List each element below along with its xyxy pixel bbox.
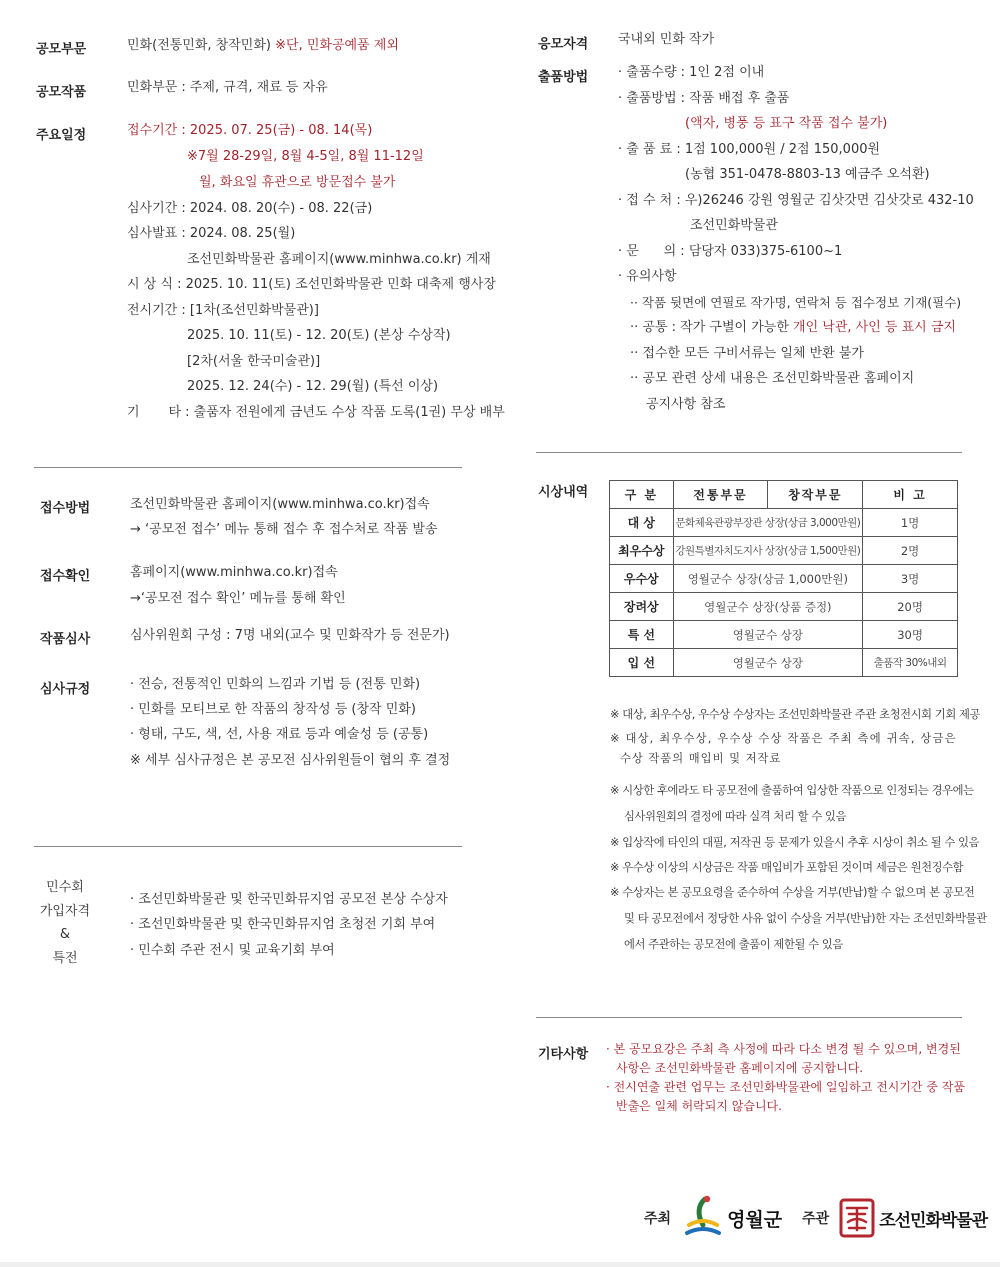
- award-note-text: 및 타 공모전에서 정당한 사유 없이 수상을 거부(반납)한 자는 조선민화박물관: [624, 912, 987, 925]
- organizer-name: 조선민화박물관: [879, 1210, 988, 1231]
- label-misc: 기타사항: [538, 1047, 589, 1062]
- awards-row: [610, 649, 958, 677]
- misc-notes: [606, 1040, 965, 1116]
- award-rank: 최우수상: [610, 537, 674, 565]
- rules-line: ※ 세부 심사규정은 본 공모전 심사위원들이 협의 후 결정: [130, 753, 451, 768]
- membership-label-line: 가입자격: [39, 903, 91, 919]
- awards-header: 전통부문: [673, 481, 768, 509]
- award-note-text: 수상 작품의 매입비 및 저작료: [620, 752, 782, 765]
- submission-line: ·· 접수한 모든 구비서류는 일체 반환 불가: [630, 346, 864, 361]
- label-submission: 출품방법: [538, 70, 589, 85]
- award-note: 20명: [863, 593, 958, 621]
- schedule-line: ※7월 28-29일, 8월 4-5일, 8월 11-12일: [187, 149, 424, 164]
- award-prize: 영월군수 상장(상품 증정): [673, 593, 863, 621]
- submission-line: 조선민화박물관: [690, 218, 778, 233]
- award-note-text: ※ 입상작에 타인의 대필, 저작권 등 문제가 있을시 추후 시상이 취소 될 수 있음: [610, 836, 980, 849]
- label-confirm: 접수확인: [40, 569, 91, 584]
- submission-line-warning: 개인 낙관, 사인 등 표시 금지: [793, 320, 956, 335]
- misc-line: · 본 공모요강은 주최 측 사정에 따라 다소 변경 될 수 있으며, 변경된: [606, 1042, 961, 1056]
- submission-line: · 출품방법 : 작품 배접 후 출품: [618, 91, 790, 106]
- submission-line: ·· 공모 관련 상세 내용은 조선민화박물관 홈페이지: [630, 371, 915, 386]
- awards-row: [610, 593, 958, 621]
- divider: [536, 1017, 962, 1018]
- award-note: 3명: [863, 565, 958, 593]
- method-line: → ‘공모전 접수’ 메뉴 통해 접수 후 접수처로 작품 발송: [130, 522, 438, 537]
- divider: [34, 467, 462, 468]
- label-section: 공모부문: [36, 42, 87, 57]
- membership-label-line: 민수회: [46, 880, 84, 895]
- award-note: 출품작 30%내외: [863, 649, 958, 677]
- work-value: 민화부문 : 주제, 규격, 재료 등 자유: [127, 80, 328, 95]
- award-rank: 장려상: [610, 593, 674, 621]
- award-rank: 입 선: [610, 649, 674, 677]
- submission-line: (농협 351-0478-8803-13 예금주 오석환): [685, 167, 930, 182]
- award-note: 2명: [863, 537, 958, 565]
- review-value: 심사위원회 구성 : 7명 내외(교수 및 민화작가 등 전문가): [130, 628, 450, 643]
- rules-line: · 형태, 구도, 색, 선, 사용 재료 등과 예술성 등 (공통): [130, 727, 429, 742]
- label-method: 접수방법: [40, 501, 91, 516]
- submission-line: ·· 작품 뒷면에 연필로 작가명, 연락처 등 접수정보 기재(필수): [630, 295, 962, 310]
- award-prize: 영월군수 상장: [673, 621, 863, 649]
- eligibility-value: 국내외 민화 작가: [618, 32, 715, 47]
- submission-line: [630, 315, 956, 341]
- schedule-line: 기 타 : 출품자 전원에게 금년도 수상 작품 도록(1권) 무상 배부: [127, 405, 505, 420]
- label-awards: 시상내역: [538, 485, 589, 500]
- schedule-line: 접수기간 : 2025. 07. 25(금) - 08. 14(목): [127, 123, 373, 138]
- award-rank: 특 선: [610, 621, 674, 649]
- award-rank: 대 상: [610, 509, 674, 537]
- schedule-line: 전시기간 : [1차(조선민화박물관)]: [127, 303, 319, 318]
- membership-label-line: &: [59, 927, 71, 942]
- label-rules: 심사규정: [40, 682, 91, 697]
- schedule-line: 2025. 12. 24(수) - 12. 29(월) (특선 이상): [187, 379, 439, 394]
- awards-table: [609, 480, 958, 677]
- label-review: 작품심사: [40, 632, 91, 647]
- submission-line: · 문 의 : 담당자 033)375-6100~1: [618, 244, 843, 259]
- award-note-text: ※ 대상, 최우수상, 우수상 수상 작품은 주최 측에 귀속, 상금은: [610, 732, 957, 745]
- awards-header: 구 분: [610, 481, 674, 509]
- section-text: 민화(전통민화, 창작민화): [127, 38, 276, 53]
- awards-row: [610, 537, 958, 565]
- schedule-line: 2025. 10. 11(토) - 12. 20(토) (본상 수상작): [187, 328, 451, 343]
- award-note-text: ※ 우수상 이상의 시상금은 작품 매입비가 포함된 것이며 세금은 원천징수함: [610, 861, 964, 874]
- membership-benefit: · 조선민화박물관 및 한국민화뮤지엄 공모전 본상 수상자: [130, 892, 448, 907]
- section-value: [127, 33, 399, 59]
- label-schedule: 주요일정: [36, 128, 87, 143]
- misc-line: · 전시연출 관련 업무는 조선민화박물관에 일임하고 전시기간 중 작품: [606, 1080, 965, 1094]
- award-rank: 우수상: [610, 565, 674, 593]
- award-prize: 영월군수 상장(상금 1,000만원): [673, 565, 863, 593]
- submission-line-text: ·· 공통 : 작가 구별이 가능한: [630, 320, 794, 335]
- award-note-text: ※ 수상자는 본 공모요령을 준수하여 수상을 거부(반납)할 수 없으며 본 공모전: [610, 886, 975, 899]
- submission-line: (액자, 병풍 등 표구 작품 접수 불가): [685, 116, 888, 131]
- label-eligibility: 응모자격: [538, 37, 589, 52]
- schedule-line: 조선민화박물관 홈페이지(www.minhwa.co.kr) 게재: [187, 252, 491, 267]
- award-prize: 영월군수 상장: [673, 649, 863, 677]
- submission-line: 공지사항 참조: [646, 397, 726, 412]
- award-note-text: 에서 주관하는 공모전에 출품이 제한될 수 있음: [624, 938, 843, 951]
- divider: [536, 452, 962, 453]
- schedule-line: 심사발표 : 2024. 08. 25(월): [127, 226, 296, 241]
- awards-row: [610, 509, 958, 537]
- schedule-line: [2차(서울 한국미술관)]: [187, 354, 321, 369]
- awards-header: 비 고: [863, 481, 958, 509]
- submission-line: · 접 수 처 : 우)26246 강원 영월군 김삿갓면 김삿갓로 432-10: [618, 193, 974, 208]
- awards-header: 창작부문: [768, 481, 863, 509]
- divider: [34, 846, 462, 847]
- misc-line: 반출은 일체 허락되지 않습니다.: [616, 1099, 782, 1113]
- award-note-text: ※ 시상한 후에라도 타 공모전에 출품하여 입상한 작품으로 인정되는 경우에는: [610, 784, 974, 797]
- misc-line: 사항은 조선민화박물관 홈페이지에 공지합니다.: [616, 1061, 864, 1075]
- rules-line: · 민화를 모티브로 한 작품의 창작성 등 (창작 민화): [130, 702, 416, 717]
- method-line: 조선민화박물관 홈페이지(www.minhwa.co.kr)접속: [130, 497, 430, 512]
- award-prize: 강원특별자치도지사 상장(상금 1,500만원): [673, 537, 863, 565]
- rules-line: · 전승, 전통적인 민화의 느낌과 기법 등 (전통 민화): [130, 677, 421, 692]
- section-exclusion-note: ※단, 민화공예품 제외: [275, 38, 399, 53]
- membership-benefit: · 민수회 주관 전시 및 교육기회 부여: [130, 943, 335, 958]
- submission-line: · 출품수량 : 1인 2점 이내: [618, 65, 765, 80]
- host-block: [644, 1188, 987, 1248]
- award-prize: 문화체육관광부장관 상장(상금 3,000만원): [673, 509, 863, 537]
- label-work: 공모작품: [36, 85, 87, 100]
- award-note-text: ※ 대상, 최우수상, 우수상 수상자는 조선민화박물관 주관 초청전시회 기회 제공: [610, 708, 981, 721]
- schedule-line: 월, 화요일 휴관으로 방문접수 불가: [199, 175, 396, 190]
- confirm-line: 홈페이지(www.minhwa.co.kr)접속: [130, 565, 338, 580]
- museum-seal-icon: [839, 1198, 875, 1238]
- schedule-line: 시 상 식 : 2025. 10. 11(토) 조선민화박물관 민화 대축제 행사장: [127, 277, 496, 292]
- awards-row: [610, 621, 958, 649]
- yeongwol-emblem-icon: [683, 1195, 723, 1241]
- award-note-text: 심사위원회의 결정에 따라 실격 처리 할 수 있음: [624, 810, 847, 823]
- awards-row: [610, 565, 958, 593]
- membership-label: [30, 876, 100, 970]
- awards-header-row: [610, 481, 958, 509]
- organizer-label: 주관: [802, 1211, 830, 1227]
- membership-label-line: 특전: [52, 950, 78, 966]
- confirm-line: →‘공모전 접수 확인’ 메뉴를 통해 확인: [130, 591, 346, 606]
- submission-line: · 출 품 료 : 1점 100,000원 / 2점 150,000원: [618, 142, 881, 157]
- host-name: 영월군: [727, 1208, 783, 1231]
- bottom-strip: [0, 1262, 1000, 1267]
- schedule-line: 심사기간 : 2024. 08. 20(수) - 08. 22(금): [127, 201, 373, 216]
- submission-line: · 유의사항: [618, 269, 677, 284]
- host-label: 주최: [644, 1211, 672, 1227]
- award-note: 30명: [863, 621, 958, 649]
- membership-benefit: · 조선민화박물관 및 한국민화뮤지엄 초청전 기회 부여: [130, 917, 436, 932]
- award-note: 1명: [863, 509, 958, 537]
